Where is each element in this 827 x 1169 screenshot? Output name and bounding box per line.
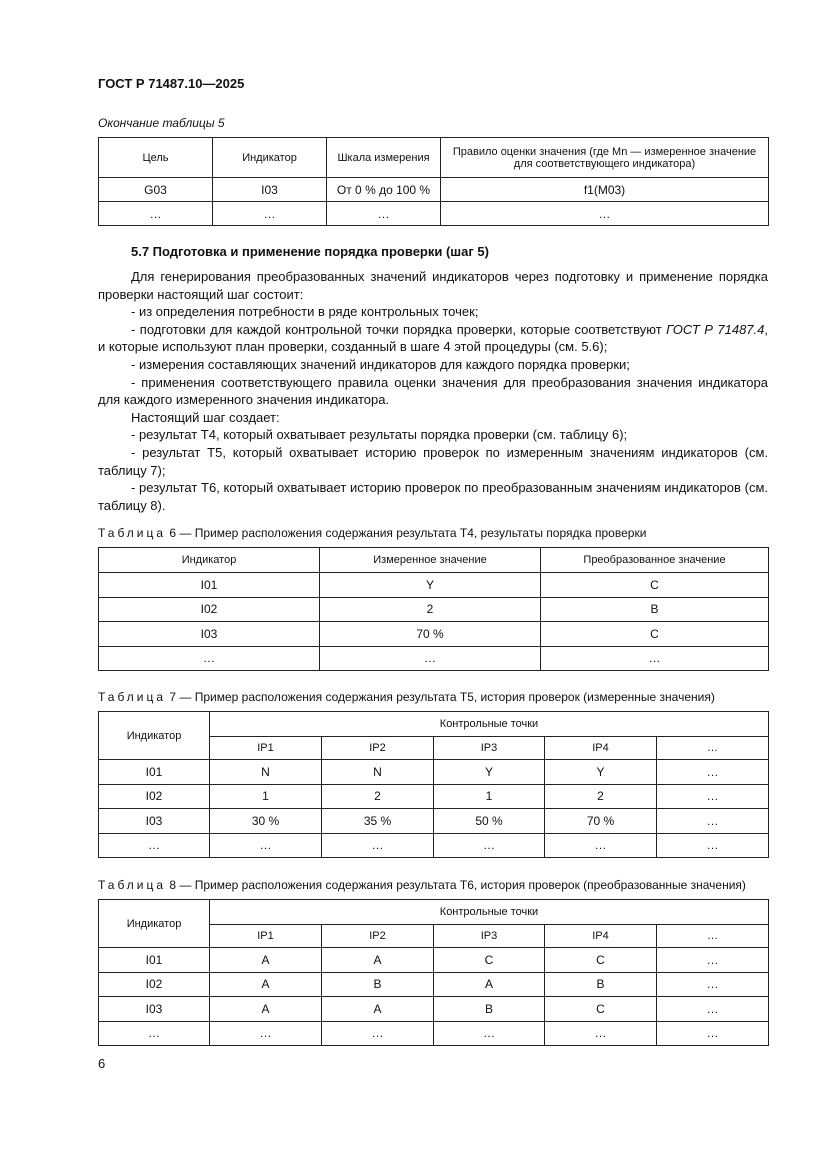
- table-row: [99, 833, 769, 858]
- page-number: 6: [98, 1056, 106, 1071]
- table-row: [99, 622, 769, 647]
- table-row: [99, 1021, 769, 1046]
- table-header: Индикатор: [99, 548, 320, 573]
- section-body: [98, 268, 768, 514]
- table-header: IP1: [210, 737, 322, 760]
- table-header: IP4: [545, 737, 657, 760]
- table-cell: B: [541, 597, 769, 622]
- table-cell: 70 %: [320, 622, 541, 647]
- table-row: [99, 202, 769, 226]
- table-row: [99, 760, 769, 785]
- table-header: …: [657, 737, 769, 760]
- table-cell: C: [541, 573, 769, 598]
- table-header: Измеренное значение: [320, 548, 541, 573]
- table-row: [99, 646, 769, 671]
- table-cell: I02: [99, 972, 210, 997]
- table-cell: …: [657, 784, 769, 809]
- table-cell: I02: [99, 784, 210, 809]
- table-header: Правило оценки значения (где Mn — измеренное значение для соответствующего индикатора): [441, 138, 769, 178]
- table-cell: I02: [99, 597, 320, 622]
- table-cell: …: [434, 833, 545, 858]
- table8-caption: Таблица 8 — Пример расположения содержания результата T6, история проверок (преобразованные значения): [98, 878, 746, 892]
- table-cell: C: [545, 948, 657, 973]
- table-cell: B: [434, 997, 545, 1022]
- table-cell: C: [434, 948, 545, 973]
- table-cell: Y: [320, 573, 541, 598]
- table-cell: …: [327, 202, 441, 226]
- table-cell: Y: [434, 760, 545, 785]
- table-cell: A: [210, 948, 322, 973]
- table-cell: …: [210, 833, 322, 858]
- table-cell: …: [657, 948, 769, 973]
- table5-end: [98, 137, 769, 226]
- table-header: …: [657, 925, 769, 948]
- list-item: - результат T4, который охватывает результаты порядка проверки (см. таблицу 6);: [131, 427, 628, 443]
- table-cell: …: [322, 1021, 434, 1046]
- table-cell: 2: [322, 784, 434, 809]
- table-header: IP2: [322, 737, 434, 760]
- section-title: 5.7 Подготовка и применение порядка проверки (шаг 5): [131, 244, 489, 259]
- table-cell: 1: [210, 784, 322, 809]
- table-row: [99, 178, 769, 202]
- list-item: - результат T6, который охватывает историю проверок по преобразованным значениям индикаторов (см. таблицу 8).: [98, 480, 768, 513]
- table-cell: …: [657, 833, 769, 858]
- table-cell: …: [99, 202, 213, 226]
- list-item-text: - подготовки для каждой контрольной точки порядка проверки, которые соответствуют: [131, 321, 667, 337]
- table-cell: B: [322, 972, 434, 997]
- table-cell: I03: [99, 809, 210, 834]
- table-cell: G03: [99, 178, 213, 202]
- standard-reference: ГОСТ Р 71487.4: [666, 321, 765, 337]
- table-cell: N: [322, 760, 434, 785]
- table-row: [99, 573, 769, 598]
- table-header: IP3: [434, 737, 545, 760]
- table-row: [99, 948, 769, 973]
- table-header: Индикатор: [99, 900, 210, 948]
- table-label: Таблица: [98, 526, 167, 540]
- table-cell: …: [441, 202, 769, 226]
- table-cell: 30 %: [210, 809, 322, 834]
- table-cell: N: [210, 760, 322, 785]
- table-cell: B: [545, 972, 657, 997]
- table-cell: 2: [320, 597, 541, 622]
- table-header: Контрольные точки: [210, 900, 769, 925]
- table-cell: Y: [545, 760, 657, 785]
- table-cell: …: [545, 1021, 657, 1046]
- table-cell: От 0 % до 100 %: [327, 178, 441, 202]
- list-item: [98, 321, 768, 356]
- table5-end-caption: Окончание таблицы 5: [98, 116, 225, 130]
- table-row: [99, 784, 769, 809]
- table-cell: A: [322, 948, 434, 973]
- table6-caption: Таблица 6 — Пример расположения содержания результата T4, результаты порядка проверки: [98, 526, 647, 540]
- table-cell: …: [322, 833, 434, 858]
- table-header: Контрольные точки: [210, 712, 769, 737]
- table-label: Таблица: [98, 878, 167, 892]
- table-cell: 1: [434, 784, 545, 809]
- paragraph: Для генерирования преобразованных значений индикаторов через подготовку и применение порядка проверки настоящий шаг состоит:: [98, 269, 768, 302]
- table-header: IP1: [210, 925, 322, 948]
- table-header: IP3: [434, 925, 545, 948]
- table7: [98, 711, 769, 858]
- table-cell: …: [434, 1021, 545, 1046]
- table-cell: C: [541, 622, 769, 647]
- table-row: [99, 597, 769, 622]
- table-header: Преобразованное значение: [541, 548, 769, 573]
- table-cell: 50 %: [434, 809, 545, 834]
- table-cell: …: [541, 646, 769, 671]
- table-cell: I01: [99, 760, 210, 785]
- table-cell: …: [320, 646, 541, 671]
- table-cell: A: [210, 997, 322, 1022]
- table-cell: A: [210, 972, 322, 997]
- table-row: [99, 972, 769, 997]
- list-item: - результат T5, который охватывает историю проверок по измеренным значениям индикаторов (см. таблицу 7);: [98, 444, 768, 478]
- table-cell: …: [99, 1021, 210, 1046]
- table-cell: …: [213, 202, 327, 226]
- table-cell: …: [657, 997, 769, 1022]
- table-cell: …: [99, 646, 320, 671]
- table-cell: …: [657, 809, 769, 834]
- table-cell: 35 %: [322, 809, 434, 834]
- table-cell: I01: [99, 573, 320, 598]
- table-cell: …: [545, 833, 657, 858]
- table-cell: …: [99, 833, 210, 858]
- table-cell: …: [657, 1021, 769, 1046]
- table-cell: A: [322, 997, 434, 1022]
- list-item: - из определения потребности в ряде контрольных точек;: [131, 304, 479, 320]
- table-cell: I03: [99, 997, 210, 1022]
- document-id: ГОСТ Р 71487.10—2025: [98, 76, 245, 91]
- table-header: Индикатор: [213, 138, 327, 178]
- table8: [98, 899, 769, 1046]
- table6: [98, 547, 769, 671]
- list-item: - применения соответствующего правила оценки значения для преобразования значения индикатора для каждого измеренного значения индикатора.: [98, 374, 768, 408]
- table-cell: 2: [545, 784, 657, 809]
- table-label: Таблица: [98, 690, 167, 704]
- table-cell: …: [657, 972, 769, 997]
- table-cell: I03: [99, 622, 320, 647]
- table-header: Шкала измерения: [327, 138, 441, 178]
- table-header: Индикатор: [99, 712, 210, 760]
- table-row: [99, 997, 769, 1022]
- list-item: - измерения составляющих значений индикаторов для каждого порядка проверки;: [131, 356, 630, 372]
- table-cell: 70 %: [545, 809, 657, 834]
- paragraph: Настоящий шаг создает:: [131, 409, 280, 425]
- table-header: IP4: [545, 925, 657, 948]
- table7-caption: Таблица 7 — Пример расположения содержания результата T5, история проверок (измеренные значения): [98, 690, 715, 704]
- table-cell: …: [657, 760, 769, 785]
- table-cell: f1(M03): [441, 178, 769, 202]
- table-cell: I03: [213, 178, 327, 202]
- table-cell: I01: [99, 948, 210, 973]
- list-item-text: , и которые используют план проверки, созданный в шаге 4 этой процедуры (см. 5.6);: [98, 321, 768, 355]
- table-row: [99, 809, 769, 834]
- table-header: Цель: [99, 138, 213, 178]
- table-cell: …: [210, 1021, 322, 1046]
- table-header: IP2: [322, 925, 434, 948]
- table-cell: A: [434, 972, 545, 997]
- table-cell: C: [545, 997, 657, 1022]
